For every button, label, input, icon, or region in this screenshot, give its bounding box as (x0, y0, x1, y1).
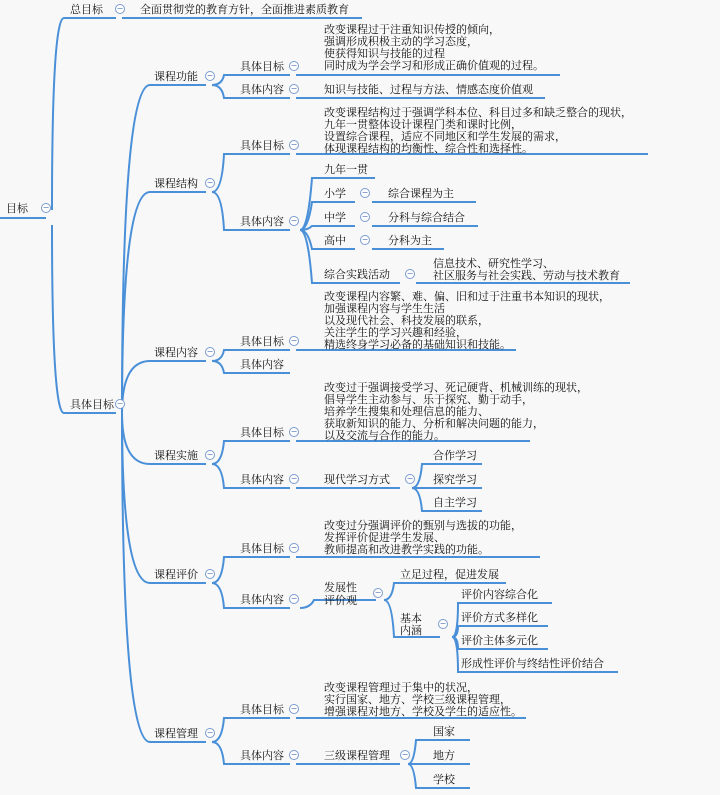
function-goal-line: 强调形成积极主动的学习态度， (324, 35, 478, 48)
implementation-goal-label[interactable]: 具体目标 (240, 426, 284, 439)
middle-value[interactable]: 分科与综合结合 (388, 211, 465, 224)
collapse-toggle-icon[interactable] (289, 704, 299, 714)
three-level-node[interactable]: 三级课程管理 (324, 749, 390, 762)
evaluation-content-label[interactable]: 具体内容 (240, 593, 284, 606)
node-course-implementation[interactable]: 课程实施 (154, 449, 198, 462)
management-level[interactable]: 地方 (433, 749, 455, 762)
function-content-label[interactable]: 具体内容 (240, 83, 284, 96)
collapse-toggle-icon[interactable] (360, 188, 370, 198)
implementation-goal-line: 改变过于强调接受学习、死记硬背、机械训练的现状， (324, 381, 588, 394)
evaluation-goal-line: 发挥评价促进学生发展、 (324, 531, 445, 544)
collapse-toggle-icon[interactable] (205, 450, 215, 460)
implementation-goal-line: 获取新知识的能力、分析和解决问题的能力， (324, 417, 544, 430)
content-goal-line: 关注学生的学习兴趣和经验， (324, 326, 467, 339)
promote-development[interactable]: 立足过程，促进发展 (400, 568, 499, 581)
developmental-view-line[interactable]: 评价观 (324, 594, 357, 607)
collapse-toggle-icon[interactable] (205, 178, 215, 188)
evaluation-goal-label[interactable]: 具体目标 (240, 542, 284, 555)
function-content-text[interactable]: 知识与技能、过程与方法、情感态度价值观 (324, 83, 533, 96)
overall-goal-node[interactable]: 总目标 (70, 3, 103, 16)
overall-goal-text[interactable]: 全面贯彻党的教育方针，全面推进素质教育 (140, 3, 349, 16)
collapse-toggle-icon[interactable] (289, 140, 299, 150)
implementation-goal-line: 以及交流与合作的能力。 (324, 429, 445, 442)
node-course-management[interactable]: 课程管理 (154, 727, 198, 740)
structure-goal-line: 改变课程结构过于强调学科本位、科目过多和缺乏整合的现状， (324, 106, 632, 119)
management-level[interactable]: 学校 (433, 773, 455, 786)
specific-goal-node[interactable]: 具体目标 (70, 398, 114, 411)
middle-node[interactable]: 中学 (324, 211, 346, 224)
collapse-toggle-icon[interactable] (289, 216, 299, 226)
collapse-toggle-icon[interactable] (289, 594, 299, 604)
collapse-toggle-icon[interactable] (400, 750, 410, 760)
node-course-structure[interactable]: 课程结构 (154, 177, 198, 190)
basic-meaning-line[interactable]: 基本 (400, 612, 422, 625)
structure-goal-line: 九年一贯整体设计课程门类和课时比例， (324, 118, 522, 131)
collapse-toggle-icon[interactable] (115, 4, 125, 14)
nine-year-node[interactable]: 九年一贯 (324, 163, 368, 176)
collapse-toggle-icon[interactable] (289, 336, 299, 346)
high-node[interactable]: 高中 (324, 234, 346, 247)
evaluation-goal-line: 改变过分强调评价的甄别与选拔的功能， (324, 519, 522, 532)
collapse-toggle-icon[interactable] (289, 84, 299, 94)
management-goal-line: 增强课程对地方、学校及学生的适应性。 (324, 705, 522, 718)
node-course-function[interactable]: 课程功能 (154, 70, 198, 83)
learning-mode[interactable]: 自主学习 (433, 496, 477, 509)
management-goal-label[interactable]: 具体目标 (240, 703, 284, 716)
root-node[interactable]: 目标 (6, 202, 28, 215)
developmental-view-line[interactable]: 发展性 (324, 581, 357, 594)
content-content-label[interactable]: 具体内容 (240, 358, 284, 371)
evaluation-aspect[interactable]: 评价内容综合化 (461, 588, 538, 601)
learning-mode[interactable]: 探究学习 (433, 473, 477, 486)
collapse-toggle-icon[interactable] (205, 728, 215, 738)
collapse-toggle-icon[interactable] (205, 347, 215, 357)
evaluation-aspect[interactable]: 评价主体多元化 (461, 634, 538, 647)
evaluation-aspect[interactable]: 形成性评价与终结性评价结合 (461, 657, 604, 670)
collapse-toggle-icon[interactable] (289, 61, 299, 71)
collapse-toggle-icon[interactable] (289, 750, 299, 760)
content-goal-line: 加强课程内容与学生生活 (324, 302, 445, 315)
collapse-toggle-icon[interactable] (205, 71, 215, 81)
function-goal-line: 使获得知识与技能的过程 (324, 47, 445, 60)
function-goal-label[interactable]: 具体目标 (240, 60, 284, 73)
collapse-toggle-icon[interactable] (373, 588, 383, 598)
management-goal-line: 实行国家、地方、学校三级课程管理， (324, 693, 511, 706)
content-goal-line: 以及现代社会、科技发展的联系， (324, 314, 489, 327)
collapse-toggle-icon[interactable] (405, 474, 415, 484)
collapse-toggle-icon[interactable] (115, 399, 125, 409)
collapse-toggle-icon[interactable] (438, 619, 448, 629)
structure-goal-label[interactable]: 具体目标 (240, 139, 284, 152)
practice-node[interactable]: 综合实践活动 (324, 268, 390, 281)
implementation-goal-line: 倡导学生主动参与、乐于探究、勤于动手， (324, 393, 533, 406)
collapse-toggle-icon[interactable] (405, 269, 415, 279)
evaluation-aspect[interactable]: 评价方式多样化 (461, 611, 538, 624)
collapse-toggle-icon[interactable] (205, 569, 215, 579)
primary-value[interactable]: 综合课程为主 (388, 187, 454, 200)
content-goal-line: 改变课程内容繁、难、偏、旧和过于注重书本知识的现状， (324, 290, 610, 303)
collapse-toggle-icon[interactable] (360, 212, 370, 222)
management-content-label[interactable]: 具体内容 (240, 749, 284, 762)
modern-learning-node[interactable]: 现代学习方式 (324, 473, 390, 486)
function-goal-line: 同时成为学会学习和形成正确价值观的过程。 (324, 59, 544, 72)
implementation-goal-line: 培养学生搜集和处理信息的能力、 (324, 405, 489, 418)
management-goal-line: 改变课程管理过于集中的状况， (324, 681, 478, 694)
evaluation-goal-line: 教师提高和改进教学实践的功能。 (324, 543, 489, 556)
function-goal-line: 改变课程过于注重知识传授的倾向， (324, 23, 500, 36)
management-level[interactable]: 国家 (433, 725, 455, 738)
practice-line: 社区服务与社会实践、劳动与技术教育 (433, 269, 620, 282)
implementation-content-label[interactable]: 具体内容 (240, 473, 284, 486)
basic-meaning-line[interactable]: 内涵 (400, 624, 422, 637)
learning-mode[interactable]: 合作学习 (433, 449, 477, 462)
structure-goal-line: 设置综合课程，适应不同地区和学生发展的需求， (324, 130, 566, 143)
collapse-toggle-icon[interactable] (289, 474, 299, 484)
node-course-content[interactable]: 课程内容 (154, 346, 198, 359)
collapse-toggle-icon[interactable] (41, 203, 51, 213)
content-goal-line: 精选终身学习必备的基础知识和技能。 (324, 338, 511, 351)
practice-line: 信息技术、研究性学习、 (433, 257, 554, 270)
structure-content-label[interactable]: 具体内容 (240, 215, 284, 228)
content-goal-label[interactable]: 具体目标 (240, 335, 284, 348)
high-value[interactable]: 分科为主 (388, 234, 432, 247)
collapse-toggle-icon[interactable] (289, 543, 299, 553)
collapse-toggle-icon[interactable] (289, 427, 299, 437)
primary-node[interactable]: 小学 (324, 187, 346, 200)
node-course-evaluation[interactable]: 课程评价 (154, 568, 198, 581)
structure-goal-line: 体现课程结构的均衡性、综合性和选择性。 (324, 142, 533, 155)
collapse-toggle-icon[interactable] (360, 235, 370, 245)
